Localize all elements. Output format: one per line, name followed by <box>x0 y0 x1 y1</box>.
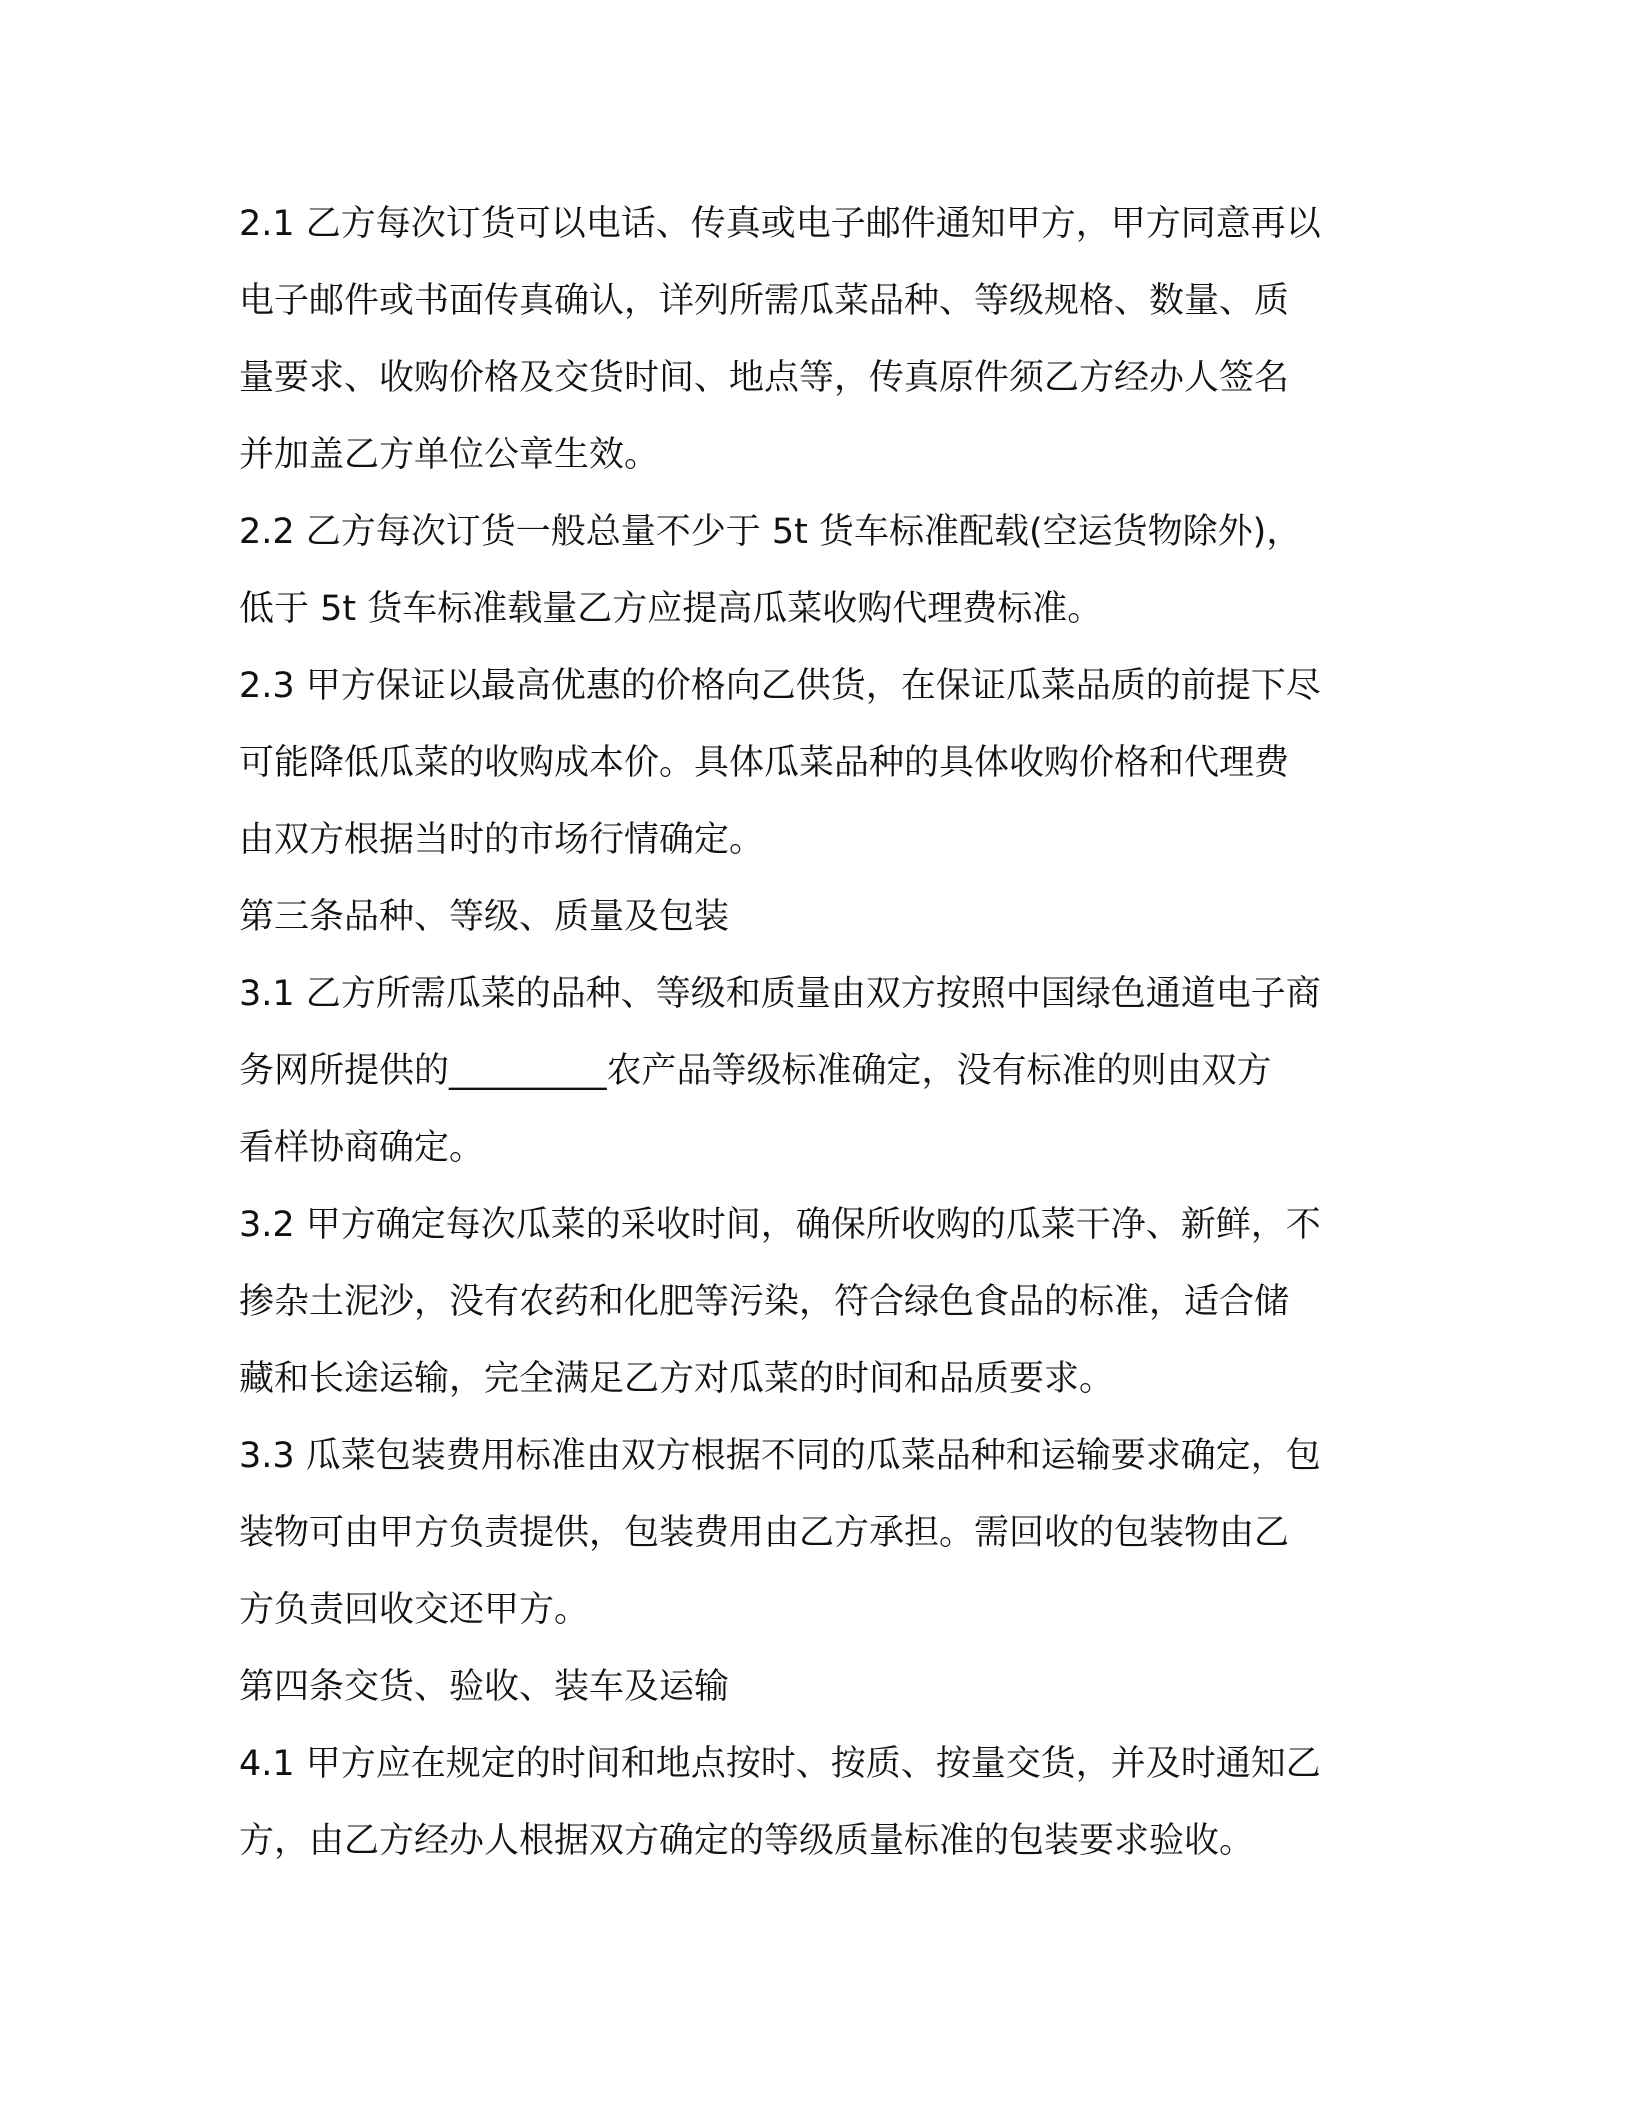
clause-3-1-line-2: 务网所提供的_________农产品等级标准确定，没有标准的则由双方 <box>239 1051 1272 1091</box>
clause-3-2-line-3: 藏和长途运输，完全满足乙方对瓜菜的时间和品质要求。 <box>239 1359 1115 1399</box>
clause-2-1-line-3: 量要求、收购价格及交货时间、地点等，传真原件须乙方经办人签名 <box>239 358 1290 398</box>
clause-3-1-line-1: 3.1 乙方所需瓜菜的品种、等级和质量由双方按照中国绿色通道电子商 <box>239 974 1321 1014</box>
clause-2-1-line-2: 电子邮件或书面传真确认，详列所需瓜菜品种、等级规格、数量、质 <box>239 281 1290 321</box>
clause-2-2-line-1: 2.2 乙方每次订货一般总量不少于 5t 货车标准配载(空运货物除外)， <box>239 512 1302 552</box>
clause-2-3-line-1: 2.3 甲方保证以最高优惠的价格向乙供货，在保证瓜菜品质的前提下尽 <box>239 666 1321 706</box>
clause-3-2-line-1: 3.2 甲方确定每次瓜菜的采收时间，确保所收购的瓜菜干净、新鲜，不 <box>239 1205 1321 1245</box>
clause-3-2-line-2: 掺杂土泥沙，没有农药和化肥等污染，符合绿色食品的标准，适合储 <box>239 1282 1290 1322</box>
clause-3-3-line-3: 方负责回收交还甲方。 <box>239 1590 590 1630</box>
article-3-heading: 第三条品种、等级、质量及包装 <box>239 897 730 937</box>
clause-2-2-line-2: 低于 5t 货车标准载量乙方应提高瓜菜收购代理费标准。 <box>239 589 1103 629</box>
clause-2-3-line-2: 可能降低瓜菜的收购成本价。具体瓜菜品种的具体收购价格和代理费 <box>239 743 1290 783</box>
clause-2-1-line-1: 2.1 乙方每次订货可以电话、传真或电子邮件通知甲方，甲方同意再以 <box>239 204 1321 244</box>
clause-4-1-line-2: 方，由乙方经办人根据双方确定的等级质量标准的包装要求验收。 <box>239 1821 1255 1861</box>
document-body <box>239 186 1399 1880</box>
clause-3-3-line-1: 3.3 瓜菜包装费用标准由双方根据不同的瓜菜品种和运输要求确定，包 <box>239 1436 1321 1476</box>
clause-2-1-line-4: 并加盖乙方单位公章生效。 <box>239 435 660 475</box>
article-4-heading: 第四条交货、验收、装车及运输 <box>239 1667 730 1707</box>
clause-3-3-line-2: 装物可由甲方负责提供，包装费用由乙方承担。需回收的包装物由乙 <box>239 1513 1290 1553</box>
clause-4-1-line-1: 4.1 甲方应在规定的时间和地点按时、按质、按量交货，并及时通知乙 <box>239 1744 1321 1784</box>
clause-3-1-line-3: 看样协商确定。 <box>239 1128 485 1168</box>
clause-2-3-line-3: 由双方根据当时的市场行情确定。 <box>239 820 765 860</box>
